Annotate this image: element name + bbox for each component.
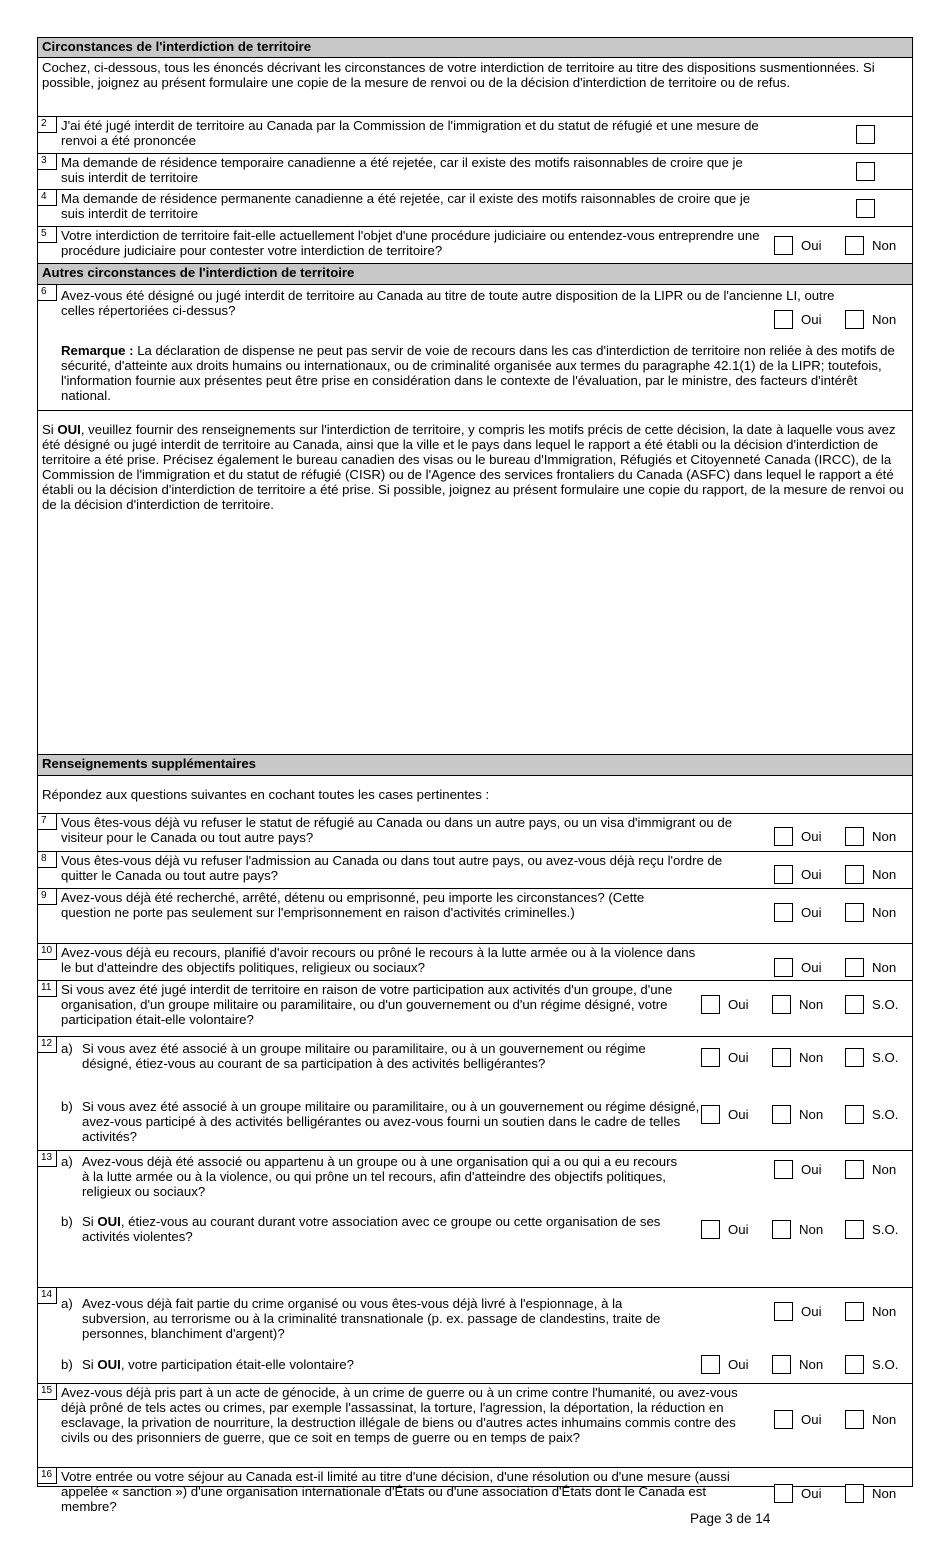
checkbox-q14a-non[interactable] xyxy=(845,1302,864,1321)
label-oui: Oui xyxy=(801,1412,822,1427)
question-row-7 xyxy=(38,814,912,852)
label-non: Non xyxy=(872,829,897,844)
section-intro xyxy=(38,776,912,814)
section-header-renseignements xyxy=(38,755,912,776)
question-text: Avez-vous déjà pris part à un acte de génocide, à un crime de guerre ou à un crime contre l'humanité, ou avez-vous déjà prôné de tels actes ou crimes, par exemple l'assassinat, la torture, l'agression, la déportation, la réduction en esclavage, la privation de nourriture, la destruction illégale de biens ou d'autres actes inhumains commis contre des civils ou des prisonniers de guerre, que ce soit en temps de guerre ou en temps de paix? xyxy=(61,1385,738,1445)
question-row-13 xyxy=(38,1151,912,1288)
label-oui: Oui xyxy=(801,960,822,975)
checkbox-q5-non[interactable] xyxy=(845,236,864,255)
question-number: 9 xyxy=(38,889,57,905)
question-row-10 xyxy=(38,944,912,981)
question-row-2 xyxy=(38,117,912,154)
checkbox-q9-oui[interactable] xyxy=(774,903,793,922)
question-text: Ma demande de résidence temporaire canadienne a été rejetée, car il existe des motifs raisonnables de croire que je suis interdit de territoire xyxy=(61,155,743,185)
details-area[interactable] xyxy=(38,411,912,755)
sub-letter: b) xyxy=(61,1099,73,1114)
label-oui: Oui xyxy=(801,905,822,920)
label-so: S.O. xyxy=(872,1107,899,1122)
form-frame xyxy=(37,37,913,1514)
sub-letter: b) xyxy=(61,1357,73,1372)
checkbox-q6-non[interactable] xyxy=(845,310,864,329)
details-pre: Si xyxy=(42,422,58,437)
details-post: , veuillez fournir des renseignements sur l'interdiction de territoire, y compris les motifs précis de cette décision, la date à laquelle vous avez été désigné ou jugé interdit de territoire au Canada, ainsi que la ville et le pays dans lequel le rapport a été établi ou la décision d'interdiction de territoire a été prise. Précisez également le bureau canadien des visas ou le bureau d'Immigration, Réfugiés et Citoyenneté Canada (IRCC), de la Commission de l'immigration et du statut de réfugié (CISR) ou de l'Agence des services frontaliers du Canada (ASFC) dans lequel le rapport a été établi ou la décision d'interdiction de territoire a été prise. Si possible, joignez au présent formulaire une copie du rapport, de la mesure de renvoi ou de la décision d'interdiction de territoire. xyxy=(42,422,904,512)
sub-text: Avez-vous déjà été associé ou appartenu à un groupe ou à une organisation qui a ou qui a eu recours à la lutte armée ou à la violence, ou qui prône un tel recours, afin d'atteindre des objectifs politiques, religieux ou sociaux? xyxy=(82,1154,678,1199)
question-text: Ma demande de résidence permanente canadienne a été rejetée, car il existe des motifs raisonnables de croire que je suis interdit de territoire xyxy=(61,191,751,221)
label-non: Non xyxy=(872,1304,897,1319)
question-number: 16 xyxy=(38,1468,57,1484)
checkbox-q14a-oui[interactable] xyxy=(774,1302,793,1321)
checkbox-q7-non[interactable] xyxy=(845,827,864,846)
checkbox-q14b-non[interactable] xyxy=(772,1355,791,1374)
question-number: 5 xyxy=(38,227,57,243)
label-oui: Oui xyxy=(728,1107,749,1122)
label-non: Non xyxy=(872,312,897,327)
checkbox-q4[interactable] xyxy=(856,199,875,218)
checkbox-q5-oui[interactable] xyxy=(774,236,793,255)
checkbox-q12b-so[interactable] xyxy=(845,1105,864,1124)
sub-post: , étiez-vous au courant durant votre association avec ce groupe ou cette organisation de ses activités violentes? xyxy=(82,1214,661,1244)
label-non: Non xyxy=(872,1412,897,1427)
page-number: Page 3 de 14 xyxy=(690,1511,771,1526)
section-header-circonstances xyxy=(38,38,912,58)
question-text: Vous êtes-vous déjà vu refuser le statut de réfugié au Canada ou dans un autre pays, ou un visa d'immigrant ou de visiteur pour le Canada ou tout autre pays? xyxy=(61,815,733,845)
question-text: Vous êtes-vous déjà vu refuser l'admission au Canada ou dans tout autre pays, ou avez-vous déjà reçu l'ordre de quitter le Canada ou tout autre pays? xyxy=(61,853,723,883)
label-so: S.O. xyxy=(872,1050,899,1065)
details-bold: OUI xyxy=(57,422,81,437)
question-number: 6 xyxy=(38,285,57,301)
remark xyxy=(61,343,901,403)
sub-letter: a) xyxy=(61,1041,73,1056)
label-oui: Oui xyxy=(728,1050,749,1065)
label-oui: Oui xyxy=(728,1222,749,1237)
question-text: Avez-vous déjà été recherché, arrêté, détenu ou emprisonné, peu importe les circonstances? (Cette question ne porte pas seulement sur l'emprisonnement en raison d'activités criminelles.) xyxy=(61,890,645,920)
label-non: Non xyxy=(799,1107,824,1122)
question-text: Votre interdiction de territoire fait-elle actuellement l'objet d'une procédure judiciaire ou entendez-vous entreprendre une procédure judiciaire pour contester votre interdiction de territoire? xyxy=(61,228,760,258)
checkbox-q12a-so[interactable] xyxy=(845,1048,864,1067)
question-number: 7 xyxy=(38,814,57,830)
checkbox-q14b-so[interactable] xyxy=(845,1355,864,1374)
sub-pre: Si xyxy=(82,1214,98,1229)
sub-letter: a) xyxy=(61,1296,73,1311)
question-text: Si vous avez été jugé interdit de territoire en raison de votre participation aux activités d'un groupe, d'une organisation, d'un groupe militaire ou paramilitaire, ou d'un gouvernement ou d'un régime désigné, votre participation était-elle volontaire? xyxy=(61,982,673,1027)
label-so: S.O. xyxy=(872,1222,899,1237)
question-number: 13 xyxy=(38,1151,57,1167)
label-non: Non xyxy=(799,1222,824,1237)
label-non: Non xyxy=(799,997,824,1012)
label-non: Non xyxy=(872,867,897,882)
checkbox-q13b-oui[interactable] xyxy=(701,1220,720,1239)
sub-text: Si vous avez été associé à un groupe militaire ou paramilitaire, ou à un gouvernement ou régime désigné, avez-vous participé à des activités belligérantes ou avez-vous fourni un soutien dans le cadre de telles activités? xyxy=(82,1099,700,1144)
checkbox-q10-oui[interactable] xyxy=(774,958,793,977)
question-row-5 xyxy=(38,227,912,264)
checkbox-q7-oui[interactable] xyxy=(774,827,793,846)
label-oui: Oui xyxy=(801,1162,822,1177)
question-row-11 xyxy=(38,981,912,1037)
checkbox-q8-oui[interactable] xyxy=(774,865,793,884)
sub-text: Avez-vous déjà fait partie du crime organisé ou vous êtes-vous déjà livré à l'espionnage, à la subversion, au terrorisme ou à la criminalité transnationale (p. ex. passage de clandestins, traite de personnes, blanchiment d'argent)? xyxy=(82,1296,661,1341)
question-row-6 xyxy=(38,285,912,411)
label-oui: Oui xyxy=(801,867,822,882)
section-header-autres-circonstances xyxy=(38,264,912,285)
question-number: 4 xyxy=(38,190,57,206)
label-oui: Oui xyxy=(728,1357,749,1372)
checkbox-q16-non[interactable] xyxy=(845,1484,864,1503)
label-non: Non xyxy=(872,238,897,253)
sub-bold: OUI xyxy=(97,1357,121,1372)
question-row-8 xyxy=(38,852,912,889)
section-title: Circonstances de l'interdiction de territoire xyxy=(42,39,312,54)
label-non: Non xyxy=(799,1050,824,1065)
question-number: 15 xyxy=(38,1384,57,1400)
question-text: Avez-vous été désigné ou jugé interdit de territoire au Canada au titre de toute autre disposition de la LIPR ou de l'ancienne LI, outre celles répertoriées ci-dessus? xyxy=(61,288,835,318)
sub-pre: Si xyxy=(82,1357,98,1372)
label-non: Non xyxy=(872,960,897,975)
checkbox-q13a-non[interactable] xyxy=(845,1160,864,1179)
checkbox-q12a-non[interactable] xyxy=(772,1048,791,1067)
checkbox-q8-non[interactable] xyxy=(845,865,864,884)
label-non: Non xyxy=(872,1486,897,1501)
details-instructions xyxy=(42,422,908,512)
label-so: S.O. xyxy=(872,1357,899,1372)
question-number: 8 xyxy=(38,852,57,868)
checkbox-q13a-oui[interactable] xyxy=(774,1160,793,1179)
checkbox-q9-non[interactable] xyxy=(845,903,864,922)
question-number: 14 xyxy=(38,1288,57,1304)
sub-letter: a) xyxy=(61,1154,73,1169)
section-title: Renseignements supplémentaires xyxy=(42,756,257,771)
label-oui: Oui xyxy=(801,312,822,327)
question-row-9 xyxy=(38,889,912,944)
label-oui: Oui xyxy=(801,238,822,253)
sub-bold: OUI xyxy=(97,1214,121,1229)
question-row-4 xyxy=(38,190,912,227)
label-non: Non xyxy=(872,905,897,920)
checkbox-q12b-oui[interactable] xyxy=(701,1105,720,1124)
question-number: 12 xyxy=(38,1037,57,1053)
checkbox-q14b-oui[interactable] xyxy=(701,1355,720,1374)
question-text: Votre entrée ou votre séjour au Canada est-il limité au titre d'une décision, d'une résolution ou d'une mesure (aussi appelée « sanction ») d'une organisation internationale d'États ou d'une association d'États dont le Canada est membre? xyxy=(61,1469,730,1514)
checkbox-q12a-oui[interactable] xyxy=(701,1048,720,1067)
question-row-12 xyxy=(38,1037,912,1151)
sub-text: Si vous avez été associé à un groupe militaire ou paramilitaire, ou à un gouvernement ou régime désigné, étiez-vous au courant de sa participation à des activités belligérantes? xyxy=(82,1041,646,1071)
checkbox-q15-non[interactable] xyxy=(845,1410,864,1429)
question-row-15 xyxy=(38,1384,912,1468)
checkbox-q13b-non[interactable] xyxy=(772,1220,791,1239)
checkbox-q12b-non[interactable] xyxy=(772,1105,791,1124)
checkbox-q11-so[interactable] xyxy=(845,995,864,1014)
checkbox-q6-oui[interactable] xyxy=(774,310,793,329)
sub-post: , votre participation était-elle volontaire? xyxy=(120,1357,354,1372)
question-row-16 xyxy=(38,1468,912,1523)
question-number: 2 xyxy=(38,117,57,133)
intro-text: Répondez aux questions suivantes en cochant toutes les cases pertinentes : xyxy=(42,787,490,802)
checkbox-q10-non[interactable] xyxy=(845,958,864,977)
remark-label: Remarque : xyxy=(61,343,134,358)
question-number: 11 xyxy=(38,981,57,997)
checkbox-q13b-so[interactable] xyxy=(845,1220,864,1239)
question-row-14 xyxy=(38,1288,912,1384)
question-number: 10 xyxy=(38,944,57,960)
label-oui: Oui xyxy=(801,829,822,844)
question-text: J'ai été jugé interdit de territoire au Canada par la Commission de l'immigration et du statut de réfugié et une mesure de renvoi a été prononcée xyxy=(61,118,759,148)
label-oui: Oui xyxy=(728,997,749,1012)
section-intro xyxy=(38,58,912,117)
question-text: Avez-vous déjà eu recours, planifié d'avoir recours ou prôné le recours à la lutte armée ou à la violence dans le but d'atteindre des objectifs politiques, religieux ou sociaux? xyxy=(61,945,696,975)
remark-text: La déclaration de dispense ne peut pas servir de voie de recours dans les cas d'interdiction de territoire non reliée à des motifs de sécurité, d'atteinte aux droits humains ou internationaux, ou de criminalité organisée aux termes du paragraphe 42.1(1) de la LIPR; toutefois, l'information fournie aux présentes peut être prise en considération dans le contexte de l'évaluation, par le ministre, des facteurs d'intérêt national. xyxy=(61,343,895,403)
section-title: Autres circonstances de l'interdiction de territoire xyxy=(42,265,355,280)
sub-letter: b) xyxy=(61,1214,73,1229)
checkbox-q15-oui[interactable] xyxy=(774,1410,793,1429)
intro-text: Cochez, ci-dessous, tous les énoncés décrivant les circonstances de votre interdiction de territoire au titre des dispositions susmentionnées. Si possible, joignez au présent formulaire une copie de la mesure de renvoi ou de la décision d'interdiction de territoire ou de refus. xyxy=(42,60,875,90)
question-number: 3 xyxy=(38,154,57,170)
label-oui: Oui xyxy=(801,1304,822,1319)
checkbox-q3[interactable] xyxy=(856,162,875,181)
checkbox-q2[interactable] xyxy=(856,125,875,144)
checkbox-q11-non[interactable] xyxy=(772,995,791,1014)
label-so: S.O. xyxy=(872,997,899,1012)
label-oui: Oui xyxy=(801,1486,822,1501)
question-row-3 xyxy=(38,154,912,190)
checkbox-q16-oui[interactable] xyxy=(774,1484,793,1503)
checkbox-q11-oui[interactable] xyxy=(701,995,720,1014)
label-non: Non xyxy=(799,1357,824,1372)
label-non: Non xyxy=(872,1162,897,1177)
